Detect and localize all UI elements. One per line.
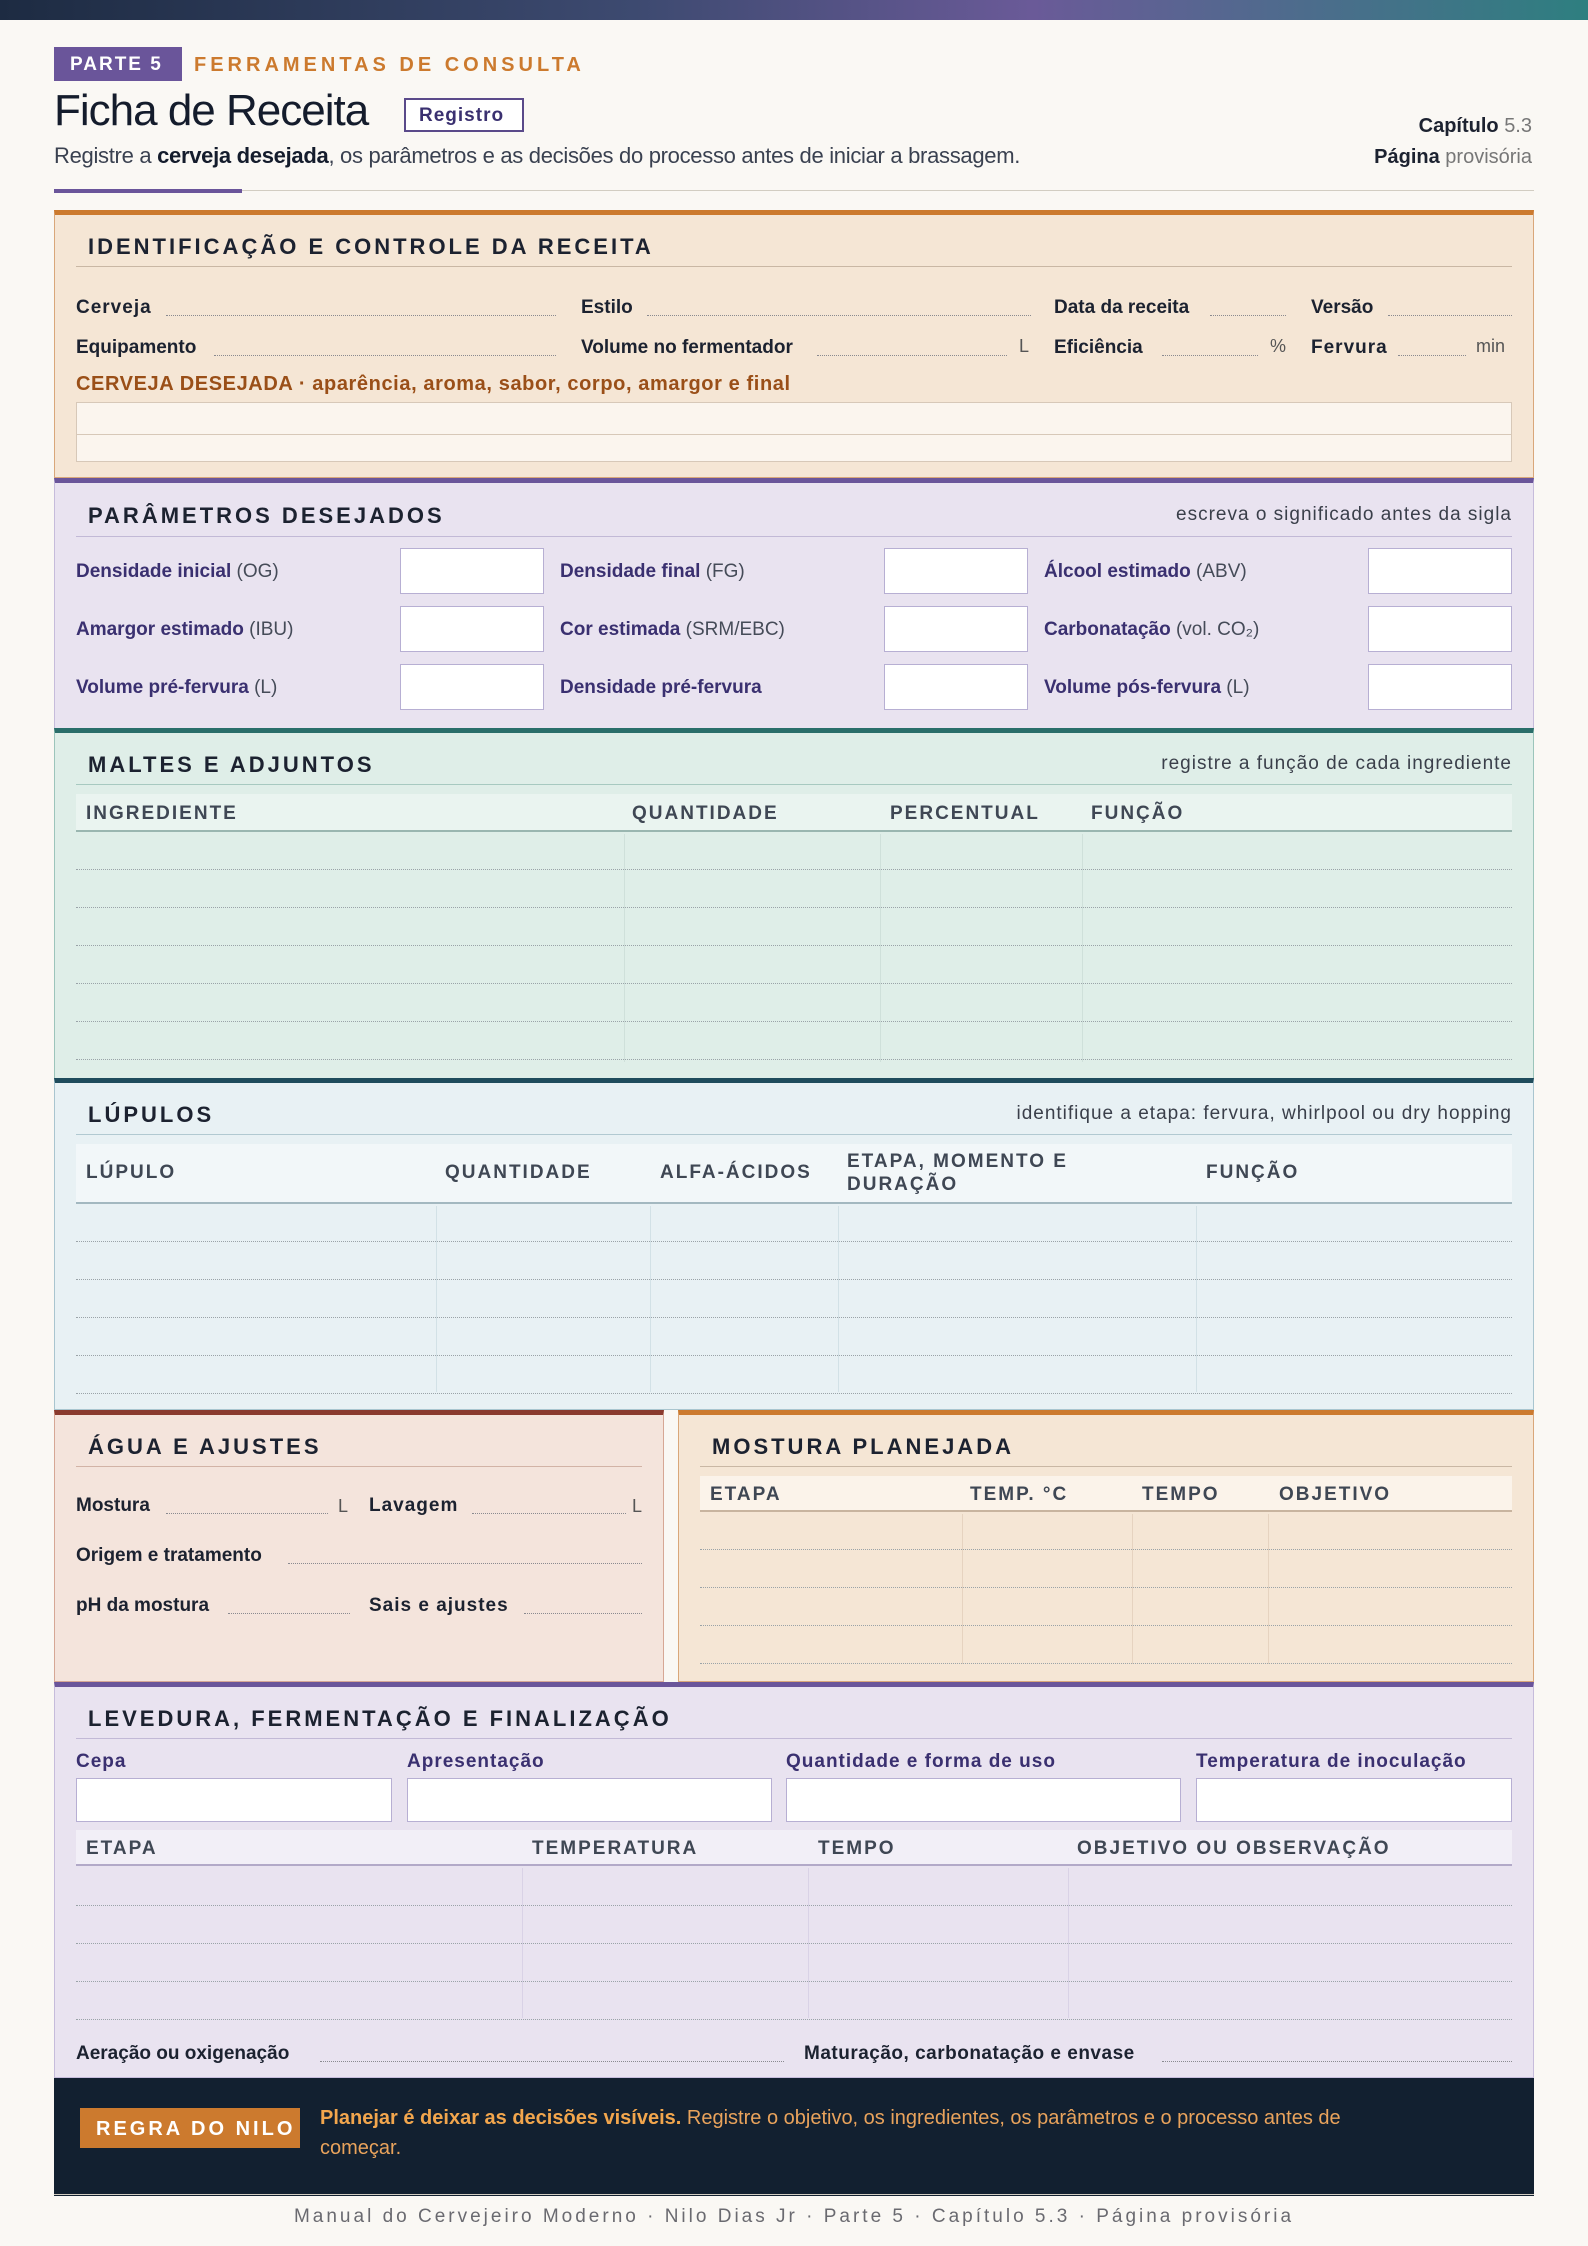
malts-row[interactable] [76, 944, 1512, 946]
hops-rule [76, 1134, 1512, 1135]
param-input-vol-pre[interactable] [400, 664, 544, 710]
malts-rule [76, 784, 1512, 785]
mash-row[interactable] [700, 1586, 1512, 1588]
param-input-dens-pre[interactable] [884, 664, 1028, 710]
label-maturacao: Maturação, carbonatação e envase [804, 2043, 1135, 2064]
malts-col-ingrediente: INGREDIENTE [86, 803, 238, 824]
param-input-carbonatacao[interactable] [1368, 606, 1512, 652]
yeast-col-temperatura: TEMPERATURA [532, 1838, 699, 1859]
yeast-title: LEVEDURA, FERMENTAÇÃO E FINALIZAÇÃO [88, 1706, 672, 1731]
mash-title: MOSTURA PLANEJADA [712, 1434, 1014, 1459]
label-fervura: Fervura [1311, 337, 1388, 358]
input-fervura[interactable] [1398, 354, 1466, 356]
yeast-col-etapa: ETAPA [86, 1838, 158, 1859]
rule-badge-label: REGRA DO NILO [96, 2118, 296, 2140]
input-cepa[interactable] [76, 1778, 392, 1822]
label-aeracao: Aeração ou oxigenação [76, 2043, 290, 2064]
param-label-carbonatacao: Carbonatação (vol. CO₂) [1044, 619, 1260, 640]
hops-row[interactable] [76, 1316, 1512, 1318]
registro-badge-label: Registro [419, 105, 505, 126]
yeast-rule [76, 1738, 1512, 1739]
unit-l: L [1019, 336, 1030, 356]
input-apresentacao[interactable] [407, 1778, 772, 1822]
hops-row[interactable] [76, 1354, 1512, 1356]
mash-row[interactable] [700, 1624, 1512, 1626]
top-gradient-bar [0, 0, 1588, 20]
hops-col-divider [1196, 1206, 1197, 1392]
identification-title: IDENTIFICAÇÃO E CONTROLE DA RECEITA [88, 234, 654, 259]
params-title: PARÂMETROS DESEJADOS [88, 503, 445, 528]
label-equipamento: Equipamento [76, 337, 197, 358]
chapter-ref: Capítulo 5.3 [1418, 115, 1532, 137]
input-temp-inoculacao[interactable] [1196, 1778, 1512, 1822]
footer-text: Manual do Cervejeiro Moderno · Nilo Dias Jr · Parte 5 · Capítulo 5.3 · Página provisória [293, 2206, 1295, 2227]
input-estilo[interactable] [647, 314, 1031, 316]
mash-col-temp: TEMP. °C [970, 1484, 1069, 1505]
hops-col-etapa-2: DURAÇÃO [847, 1174, 959, 1195]
input-sais[interactable] [524, 1612, 642, 1614]
yeast-row[interactable] [76, 1942, 1512, 1944]
input-aeracao[interactable] [320, 2060, 784, 2062]
label-temp-inoculacao: Temperatura de inoculação [1196, 1751, 1467, 1772]
yeast-col-objetivo: OBJETIVO OU OBSERVAÇÃO [1077, 1838, 1391, 1859]
label-origem: Origem e tratamento [76, 1545, 262, 1566]
unit-l: L [632, 1496, 643, 1516]
label-quantidade-uso: Quantidade e forma de uso [786, 1751, 1056, 1772]
hops-col-alfa: ALFA-ÁCIDOS [660, 1162, 812, 1183]
malts-table-header [76, 794, 1512, 832]
unit-l: L [338, 1496, 349, 1516]
param-label-abv: Álcool estimado (ABV) [1044, 561, 1247, 582]
input-mostura[interactable] [166, 1512, 328, 1514]
yeast-row[interactable] [76, 1980, 1512, 1982]
malts-row[interactable] [76, 982, 1512, 984]
param-input-cor[interactable] [884, 606, 1028, 652]
hops-col-lupulo: LÚPULO [86, 1162, 177, 1183]
page-ref: Página provisória [1374, 146, 1532, 168]
hops-col-divider [650, 1206, 651, 1392]
kicker: FERRAMENTAS DE CONSULTA [194, 54, 585, 76]
param-label-cor: Cor estimada (SRM/EBC) [560, 619, 785, 640]
part-badge-label: PARTE 5 [70, 54, 163, 75]
param-label-ibu: Amargor estimado (IBU) [76, 619, 294, 640]
yeast-col-tempo: TEMPO [818, 1838, 896, 1859]
mash-col-etapa: ETAPA [710, 1484, 782, 1505]
mash-col-divider [1132, 1514, 1133, 1664]
unit-percent: % [1270, 336, 1287, 356]
params-rule [76, 536, 1512, 537]
water-title: ÁGUA E AJUSTES [88, 1434, 322, 1459]
input-volume-fermentador[interactable] [817, 354, 1007, 356]
label-versao: Versão [1311, 297, 1374, 318]
label-cerveja: Cerveja [76, 297, 152, 318]
rule-text: Planejar é deixar as decisões visíveis. Registre o objetivo, os ingredientes, os parâmetros e o processo antes de começar. [320, 2107, 1341, 2159]
hops-col-etapa: ETAPA, MOMENTO E [847, 1151, 1068, 1172]
label-cepa: Cepa [76, 1751, 127, 1772]
params-hint: escreva o significado antes da sigla [1176, 504, 1512, 525]
malts-row[interactable] [76, 1058, 1512, 1060]
malts-row[interactable] [76, 868, 1512, 870]
input-versao[interactable] [1388, 314, 1512, 316]
input-maturacao[interactable] [1162, 2060, 1512, 2062]
label-sais: Sais e ajustes [369, 1595, 509, 1616]
hops-col-quantidade: QUANTIDADE [445, 1162, 592, 1183]
mash-row[interactable] [700, 1548, 1512, 1550]
malts-title: MALTES E ADJUNTOS [88, 752, 375, 777]
header-accent [54, 189, 242, 193]
page-subtitle: Registre a cerveja desejada, os parâmetros e as decisões do processo antes de iniciar a brassagem. [54, 143, 1021, 168]
hops-col-funcao: FUNÇÃO [1206, 1162, 1300, 1183]
param-label-vol-pos: Volume pós-fervura (L) [1044, 677, 1250, 698]
desired-beer-textarea[interactable] [76, 402, 1512, 462]
param-label-vol-pre: Volume pré-fervura (L) [76, 677, 278, 698]
label-data-receita: Data da receita [1054, 297, 1190, 318]
malts-col-funcao: FUNÇÃO [1091, 803, 1185, 824]
label-apresentacao: Apresentação [407, 1751, 545, 1772]
label-mostura: Mostura [76, 1495, 150, 1516]
water-rule [76, 1466, 642, 1467]
hops-hint: identifique a etapa: fervura, whirlpool ou dry hopping [1016, 1103, 1512, 1124]
input-equipamento[interactable] [214, 354, 556, 356]
mash-col-divider [1268, 1514, 1269, 1664]
hops-row[interactable] [76, 1240, 1512, 1242]
malts-col-percentual: PERCENTUAL [890, 803, 1040, 824]
mash-rule [700, 1466, 1512, 1467]
malts-hint: registre a função de cada ingrediente [1161, 753, 1512, 774]
mash-row[interactable] [700, 1662, 1512, 1664]
label-estilo: Estilo [581, 297, 633, 318]
input-lavagem[interactable] [472, 1512, 626, 1514]
input-cerveja[interactable] [166, 314, 556, 316]
label-lavagem: Lavagem [369, 1495, 459, 1516]
hops-col-divider [838, 1206, 839, 1392]
param-label-og: Densidade inicial (OG) [76, 561, 279, 582]
hops-col-divider [436, 1206, 437, 1392]
page-title: Ficha de Receita [54, 86, 369, 135]
input-ph[interactable] [228, 1612, 350, 1614]
malts-col-quantidade: QUANTIDADE [632, 803, 779, 824]
desired-beer-divider [77, 434, 1511, 435]
mash-col-divider [962, 1514, 963, 1664]
hops-row[interactable] [76, 1392, 1512, 1394]
desired-beer-label: CERVEJA DESEJADA · aparência, aroma, sabor, corpo, amargor e final [76, 373, 791, 395]
yeast-row[interactable] [76, 1904, 1512, 1906]
param-input-fg[interactable] [884, 548, 1028, 594]
hops-row[interactable] [76, 1278, 1512, 1280]
mash-col-tempo: TEMPO [1142, 1484, 1220, 1505]
param-input-og[interactable] [400, 548, 544, 594]
param-label-dens-pre: Densidade pré-fervura [560, 677, 762, 698]
param-label-fg: Densidade final (FG) [560, 561, 745, 582]
hops-section [54, 1078, 1534, 1410]
header-rule [54, 190, 1534, 191]
input-origem[interactable] [288, 1562, 642, 1564]
input-eficiencia[interactable] [1162, 354, 1258, 356]
input-quantidade-uso[interactable] [786, 1778, 1181, 1822]
footer-rule [54, 2194, 1534, 2195]
hops-title: LÚPULOS [88, 1102, 215, 1127]
malts-section [54, 728, 1534, 1080]
yeast-row[interactable] [76, 2018, 1512, 2020]
malts-row[interactable] [76, 906, 1512, 908]
param-input-abv[interactable] [1368, 548, 1512, 594]
param-input-vol-pos[interactable] [1368, 664, 1512, 710]
param-input-ibu[interactable] [400, 606, 544, 652]
unit-min: min [1476, 336, 1506, 356]
mash-col-objetivo: OBJETIVO [1279, 1484, 1392, 1505]
label-ph: pH da mostura [76, 1595, 210, 1616]
malts-row[interactable] [76, 1020, 1512, 1022]
input-data-receita[interactable] [1210, 314, 1286, 316]
label-eficiencia: Eficiência [1054, 337, 1143, 358]
label-volume-fermentador: Volume no fermentador [581, 337, 793, 358]
identification-rule [76, 266, 1512, 267]
